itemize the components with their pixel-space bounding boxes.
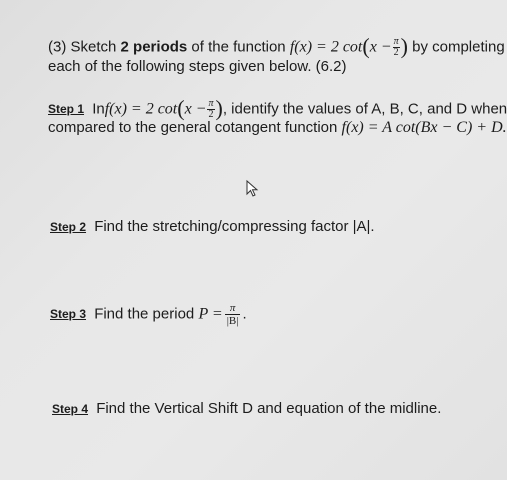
problem-func-lhs: f(x) = 2 cot [289,38,363,56]
step-3-tail: . [242,305,247,323]
problem-text-after: by completing [412,38,505,56]
step-1-post: , identify the values of A, B, C, and D when [222,100,507,118]
step-1-paren-open: ( [177,95,185,121]
problem-number: (3) [48,38,67,56]
problem-line-2-text: each of the following steps given below. (6.2) [48,58,347,75]
problem-paren-close: ) [400,33,408,59]
step-3-pi-over-b: $\frac{\pi}{|B|}$ [226,302,239,327]
step-1-pre: In [92,100,105,118]
problem-func-inner: x − [369,38,392,56]
step-1-func-inner: x − [184,100,207,118]
step-1-pi-over-2: $\frac{\pi}{2}$ [208,98,214,120]
step-2-label: Step 2 [50,220,87,234]
step-1-line-2-text: compared to the general cotangent function [48,119,338,136]
step-1-line-2 [48,119,507,137]
step-1-line-1 [48,95,507,121]
problem-line-1 [48,33,505,59]
problem-pi-over-2: $\frac{\pi}{2}$ [393,36,399,58]
step-3-line [50,302,247,327]
step-1-func-lhs: f(x) = 2 cot [104,100,178,118]
step-3-label: Step 3 [50,307,87,322]
step-3-text: Find the period [94,305,195,323]
problem-text-before: Sketch [70,38,117,56]
problem-line-2 [48,58,347,76]
step-4-line [52,400,441,418]
step-4-label: Step 4 [52,402,89,416]
step-2-text: Find the stretching/compressing factor |A|. [94,218,375,235]
problem-paren-open: ( [362,33,370,59]
step-1-general-form: f(x) = A cot(Bx − C) + D. [341,119,507,136]
mouse-pointer-icon [246,180,260,198]
problem-text-middle: of the function [191,38,286,56]
problem-bold-text: 2 periods [120,38,188,56]
step-1-paren-close: ) [215,95,223,121]
step-3-math-lhs: P = [198,305,223,323]
step-4-text: Find the Vertical Shift D and equation of the midline. [96,400,442,417]
step-1-label: Step 1 [48,102,85,117]
step-2-line [50,218,375,236]
